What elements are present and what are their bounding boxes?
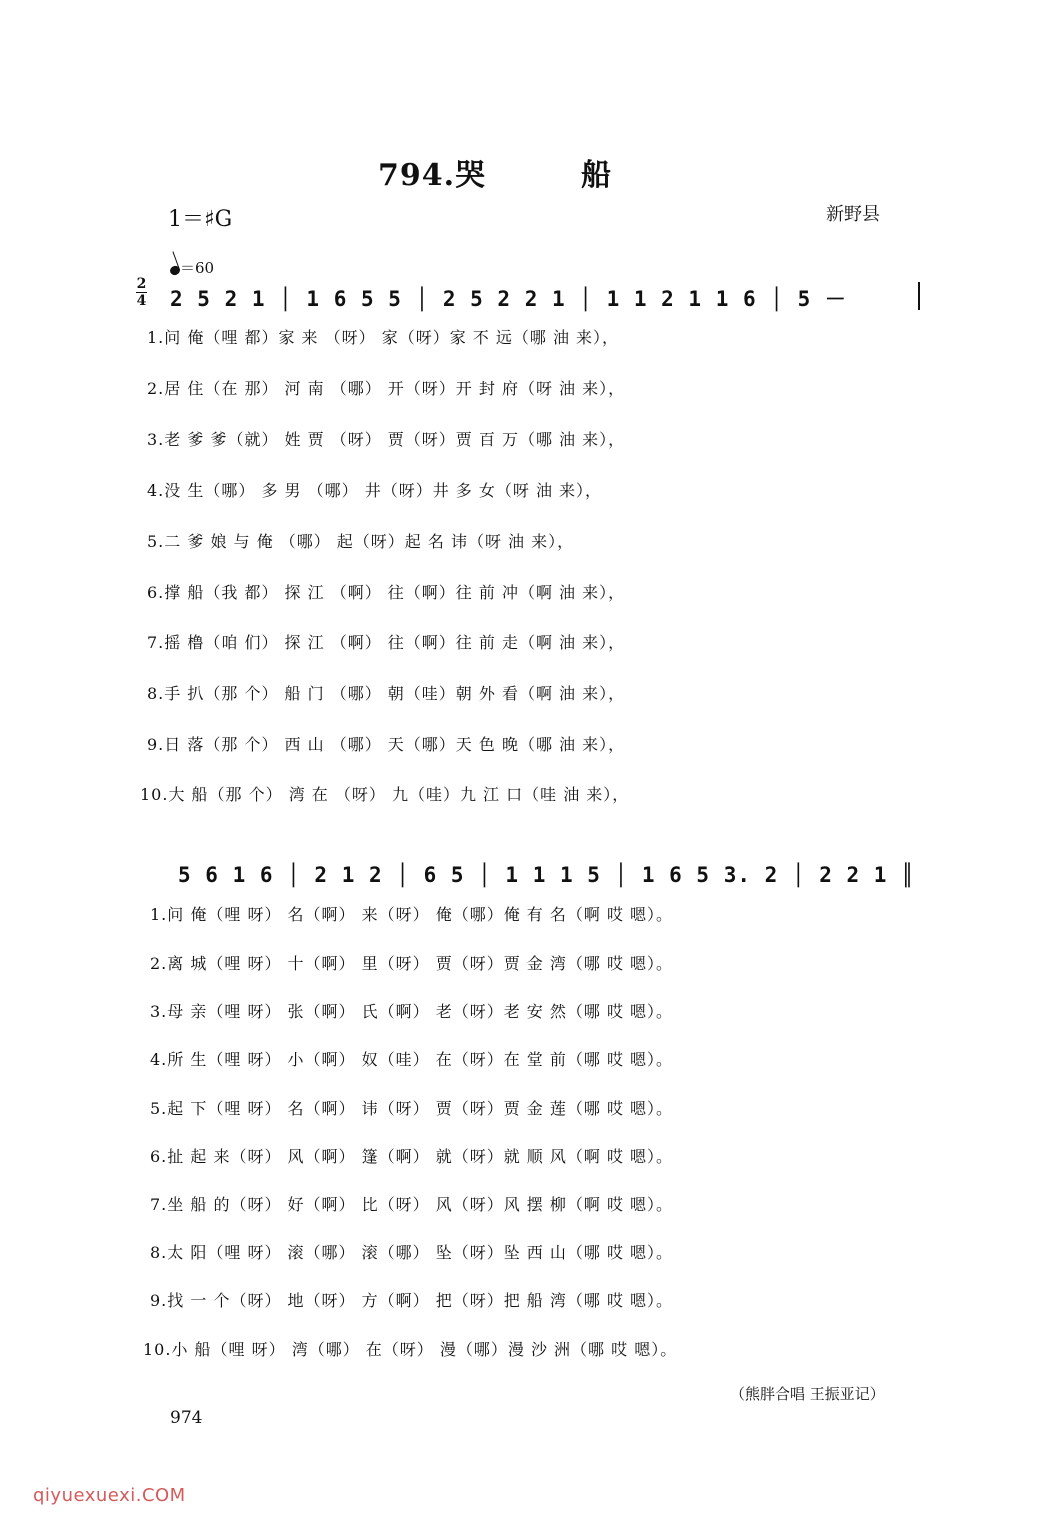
page-number: 974	[170, 1408, 203, 1428]
lyric-line: 7.坐 船 的（呀） 好（啊） 比（呀） 风（呀）风 摆 柳（啊 哎 嗯）。	[150, 1195, 674, 1214]
time-signature	[136, 277, 147, 308]
region-label: 新野县	[826, 204, 880, 225]
lyric-line: 4.没 生（哪） 多 男 （哪） 井（呀）井 多 女（呀 油 来），	[147, 481, 603, 500]
lyric-line: 6.撑 船（我 都） 探 江 （啊） 往（啊）往 前 冲（啊 油 来），	[147, 583, 626, 602]
lyric-line: 3.母 亲（哩 呀） 张（啊） 氏（啊） 老（呀）老 安 然（哪 哎 嗯）。	[150, 1002, 674, 1021]
tempo-value: ＝60	[180, 259, 215, 277]
time-signature-top: 2	[136, 276, 147, 292]
lyric-line: 9.找 一 个（呀） 地（呀） 方（啊） 把（呀）把 船 湾（哪 哎 嗯）。	[150, 1291, 674, 1310]
lyric-line: 8.太 阳（哩 呀） 滚（哪） 滚（哪） 坠（呀）坠 西 山（哪 哎 嗯）。	[150, 1243, 674, 1262]
lyric-line: 1.问 俺（哩 呀） 名（啊） 来（呀） 俺（哪）俺 有 名（啊 哎 嗯）。	[150, 905, 674, 924]
lyric-line: 9.日 落（那 个） 西 山 （哪） 天（哪）天 色 晚（哪 油 来），	[147, 735, 626, 754]
lyric-line: 4.所 生（哩 呀） 小（啊） 奴（哇） 在（呀）在 堂 前（哪 哎 嗯）。	[150, 1050, 674, 1069]
end-barline-1	[918, 282, 920, 310]
lyric-line: 8.手 扒（那 个） 船 门 （哪） 朝（哇）朝 外 看（啊 油 来），	[147, 684, 626, 703]
title-number: 794.哭	[378, 158, 487, 193]
lyric-line: 1.问 俺（哩 都）家 来 （呀） 家（呀）家 不 远（哪 油 来），	[147, 328, 620, 347]
performer-credit: （熊胖合唱 王振亚记）	[730, 1385, 885, 1403]
key-signature: 1＝♯G	[168, 207, 233, 232]
watermark: qiyuexuexi.COM	[33, 1485, 186, 1506]
time-signature-bottom: 4	[136, 293, 147, 309]
notation-line-1: 2 5 2 1 │ 1 6 5 5 │ 2 5 2 2 1 │ 1 1 2 1 1 6 │ 5 －	[170, 287, 847, 311]
notation-line-2: 5 6 1 6 │ 2 1 2 │ 6 5 │ 1 1 1 5 │ 1 6 5 3. 2 │ 2 2 1 ║	[178, 863, 915, 887]
title-word: 船	[581, 158, 613, 193]
lyric-line: 5.二 爹 娘 与 俺 （哪） 起（呀）起 名 讳（呀 油 来），	[147, 532, 575, 551]
tempo-marking	[170, 257, 214, 278]
song-title	[378, 150, 612, 194]
lyric-line: 10.大 船（那 个） 湾 在 （呀） 九（哇）九 江 口（哇 油 来），	[140, 785, 630, 804]
lyric-line: 2.离 城（哩 呀） 十（啊） 里（呀） 贾（呀）贾 金 湾（哪 哎 嗯）。	[150, 954, 674, 973]
lyric-line: 2.居 住（在 那） 河 南 （哪） 开（呀）开 封 府（呀 油 来），	[147, 379, 626, 398]
lyric-line: 7.摇 橹（咱 们） 探 江 （啊） 往（啊）往 前 走（啊 油 来），	[147, 633, 626, 652]
lyric-line: 5.起 下（哩 呀） 名（啊） 讳（呀） 贾（呀）贾 金 莲（哪 哎 嗯）。	[150, 1099, 674, 1118]
lyric-line: 10.小 船（哩 呀） 湾（哪） 在（呀） 漫（哪）漫 沙 洲（哪 哎 嗯）。	[143, 1340, 678, 1359]
lyric-line: 6.扯 起 来（呀） 风（啊） 篷（啊） 就（呀）就 顺 风（啊 哎 嗯）。	[150, 1147, 674, 1166]
lyric-line: 3.老 爹 爹（就） 姓 贾 （呀） 贾（呀）贾 百 万（哪 油 来），	[147, 430, 626, 449]
